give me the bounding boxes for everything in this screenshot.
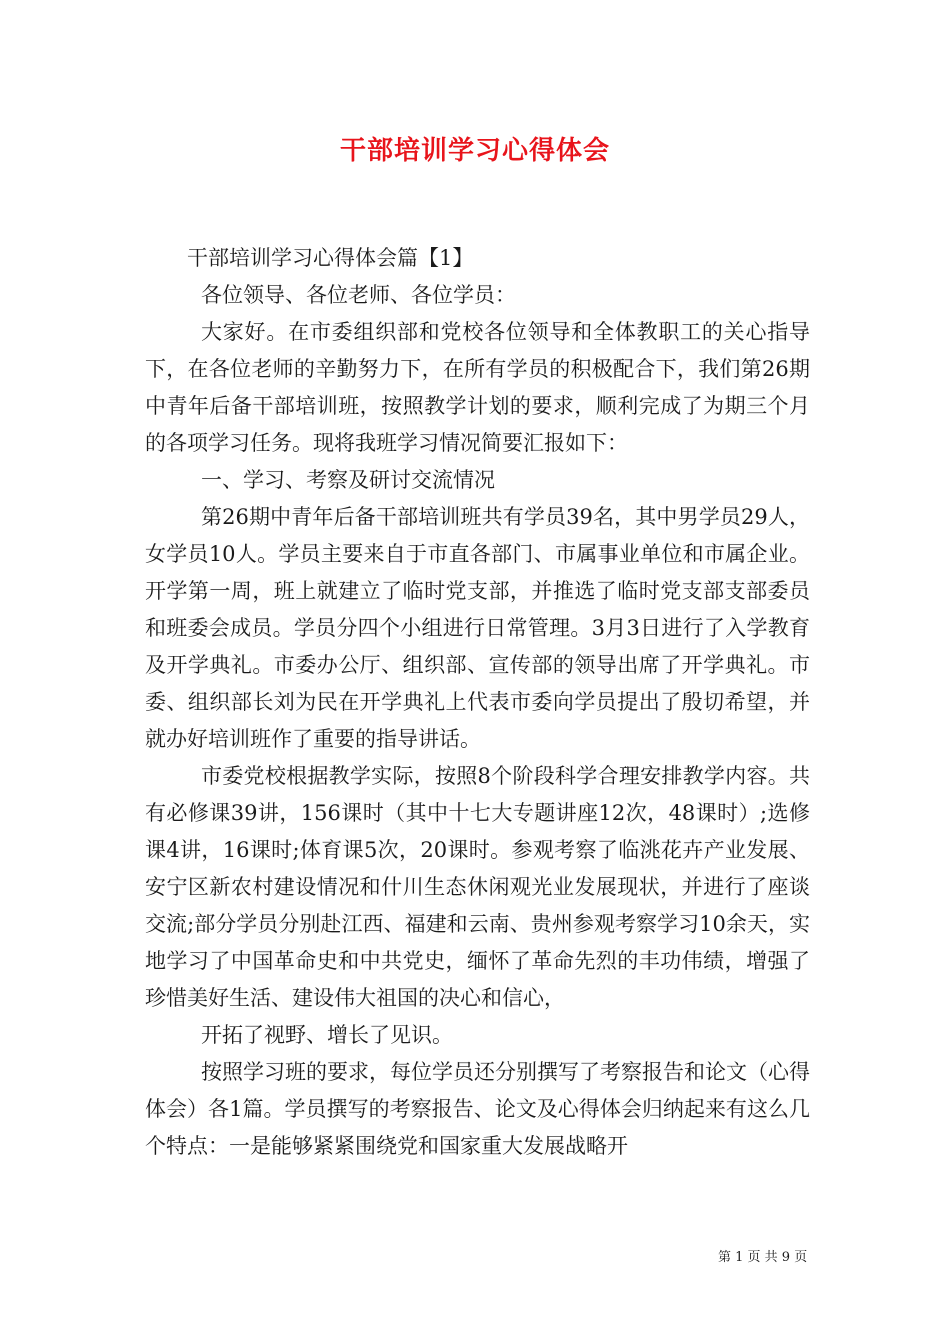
document-body (145, 240, 810, 1165)
paragraph-greeting: 各位领导、各位老师、各位学员： (201, 283, 516, 307)
page-indicator: 第 1 页 共 9 页 (718, 1250, 808, 1265)
paragraph-broadened-horizons: 开拓了视野、增长了见识。 (201, 1023, 453, 1047)
section-heading: 干部培训学习心得体会篇【1】 (187, 246, 474, 270)
paragraph-class-overview: 第26期中青年后备干部培训班共有学员39名，其中男学员29人，女学员10人。学员主要来自于市直各部门、市属事业单位和市属企业。开学第一周，班上就建立了临时党支部，并推选了临时党支部支部委员和班委会成员。学员分四个小组进行日常管理。3月3日进行了入学教育及开学典礼。市委办公厅、组织部、宣传部的领导出席了开学典礼。市委、组织部长刘为民在开学典礼上代表市委向学员提出了殷切希望，并就办好培训班作了重要的指导讲话。 (145, 505, 810, 751)
paragraph-section-one-heading: 一、学习、考察及研讨交流情况 (201, 468, 495, 492)
paragraph-teaching-content: 市委党校根据教学实际，按照8个阶段科学合理安排教学内容。共有必修课39讲，156课时（其中十七大专题讲座12次，48课时）;选修课4讲，16课时;体育课5次，20课时。参观考察了临洮花卉产业发展、安宁区新农村建设情况和什川生态休闲观光业发展现状，并进行了座谈交流;部分学员分别赴江西、福建和云南、贵州参观考察学习10余天，实地学习了中国革命史和中共党史，缅怀了革命先烈的丰功伟绩，增强了珍惜美好生活、建设伟大祖国的决心和信心， (145, 764, 810, 1010)
page-title: 干部培训学习心得体会 (339, 136, 610, 166)
paragraph-reports: 按照学习班的要求，每位学员还分别撰写了考察报告和论文（心得体会）各1篇。学员撰写的考察报告、论文及心得体会归纳起来有这么几个特点：一是能够紧紧围绕党和国家重大发展战略开 (145, 1060, 810, 1158)
paragraph-intro: 大家好。在市委组织部和党校各位领导和全体教职工的关心指导下，在各位老师的辛勤努力下，在所有学员的积极配合下，我们第26期中青年后备干部培训班，按照教学计划的要求，顺利完成了为期三个月的各项学习任务。现将我班学习情况简要汇报如下： (145, 320, 810, 455)
